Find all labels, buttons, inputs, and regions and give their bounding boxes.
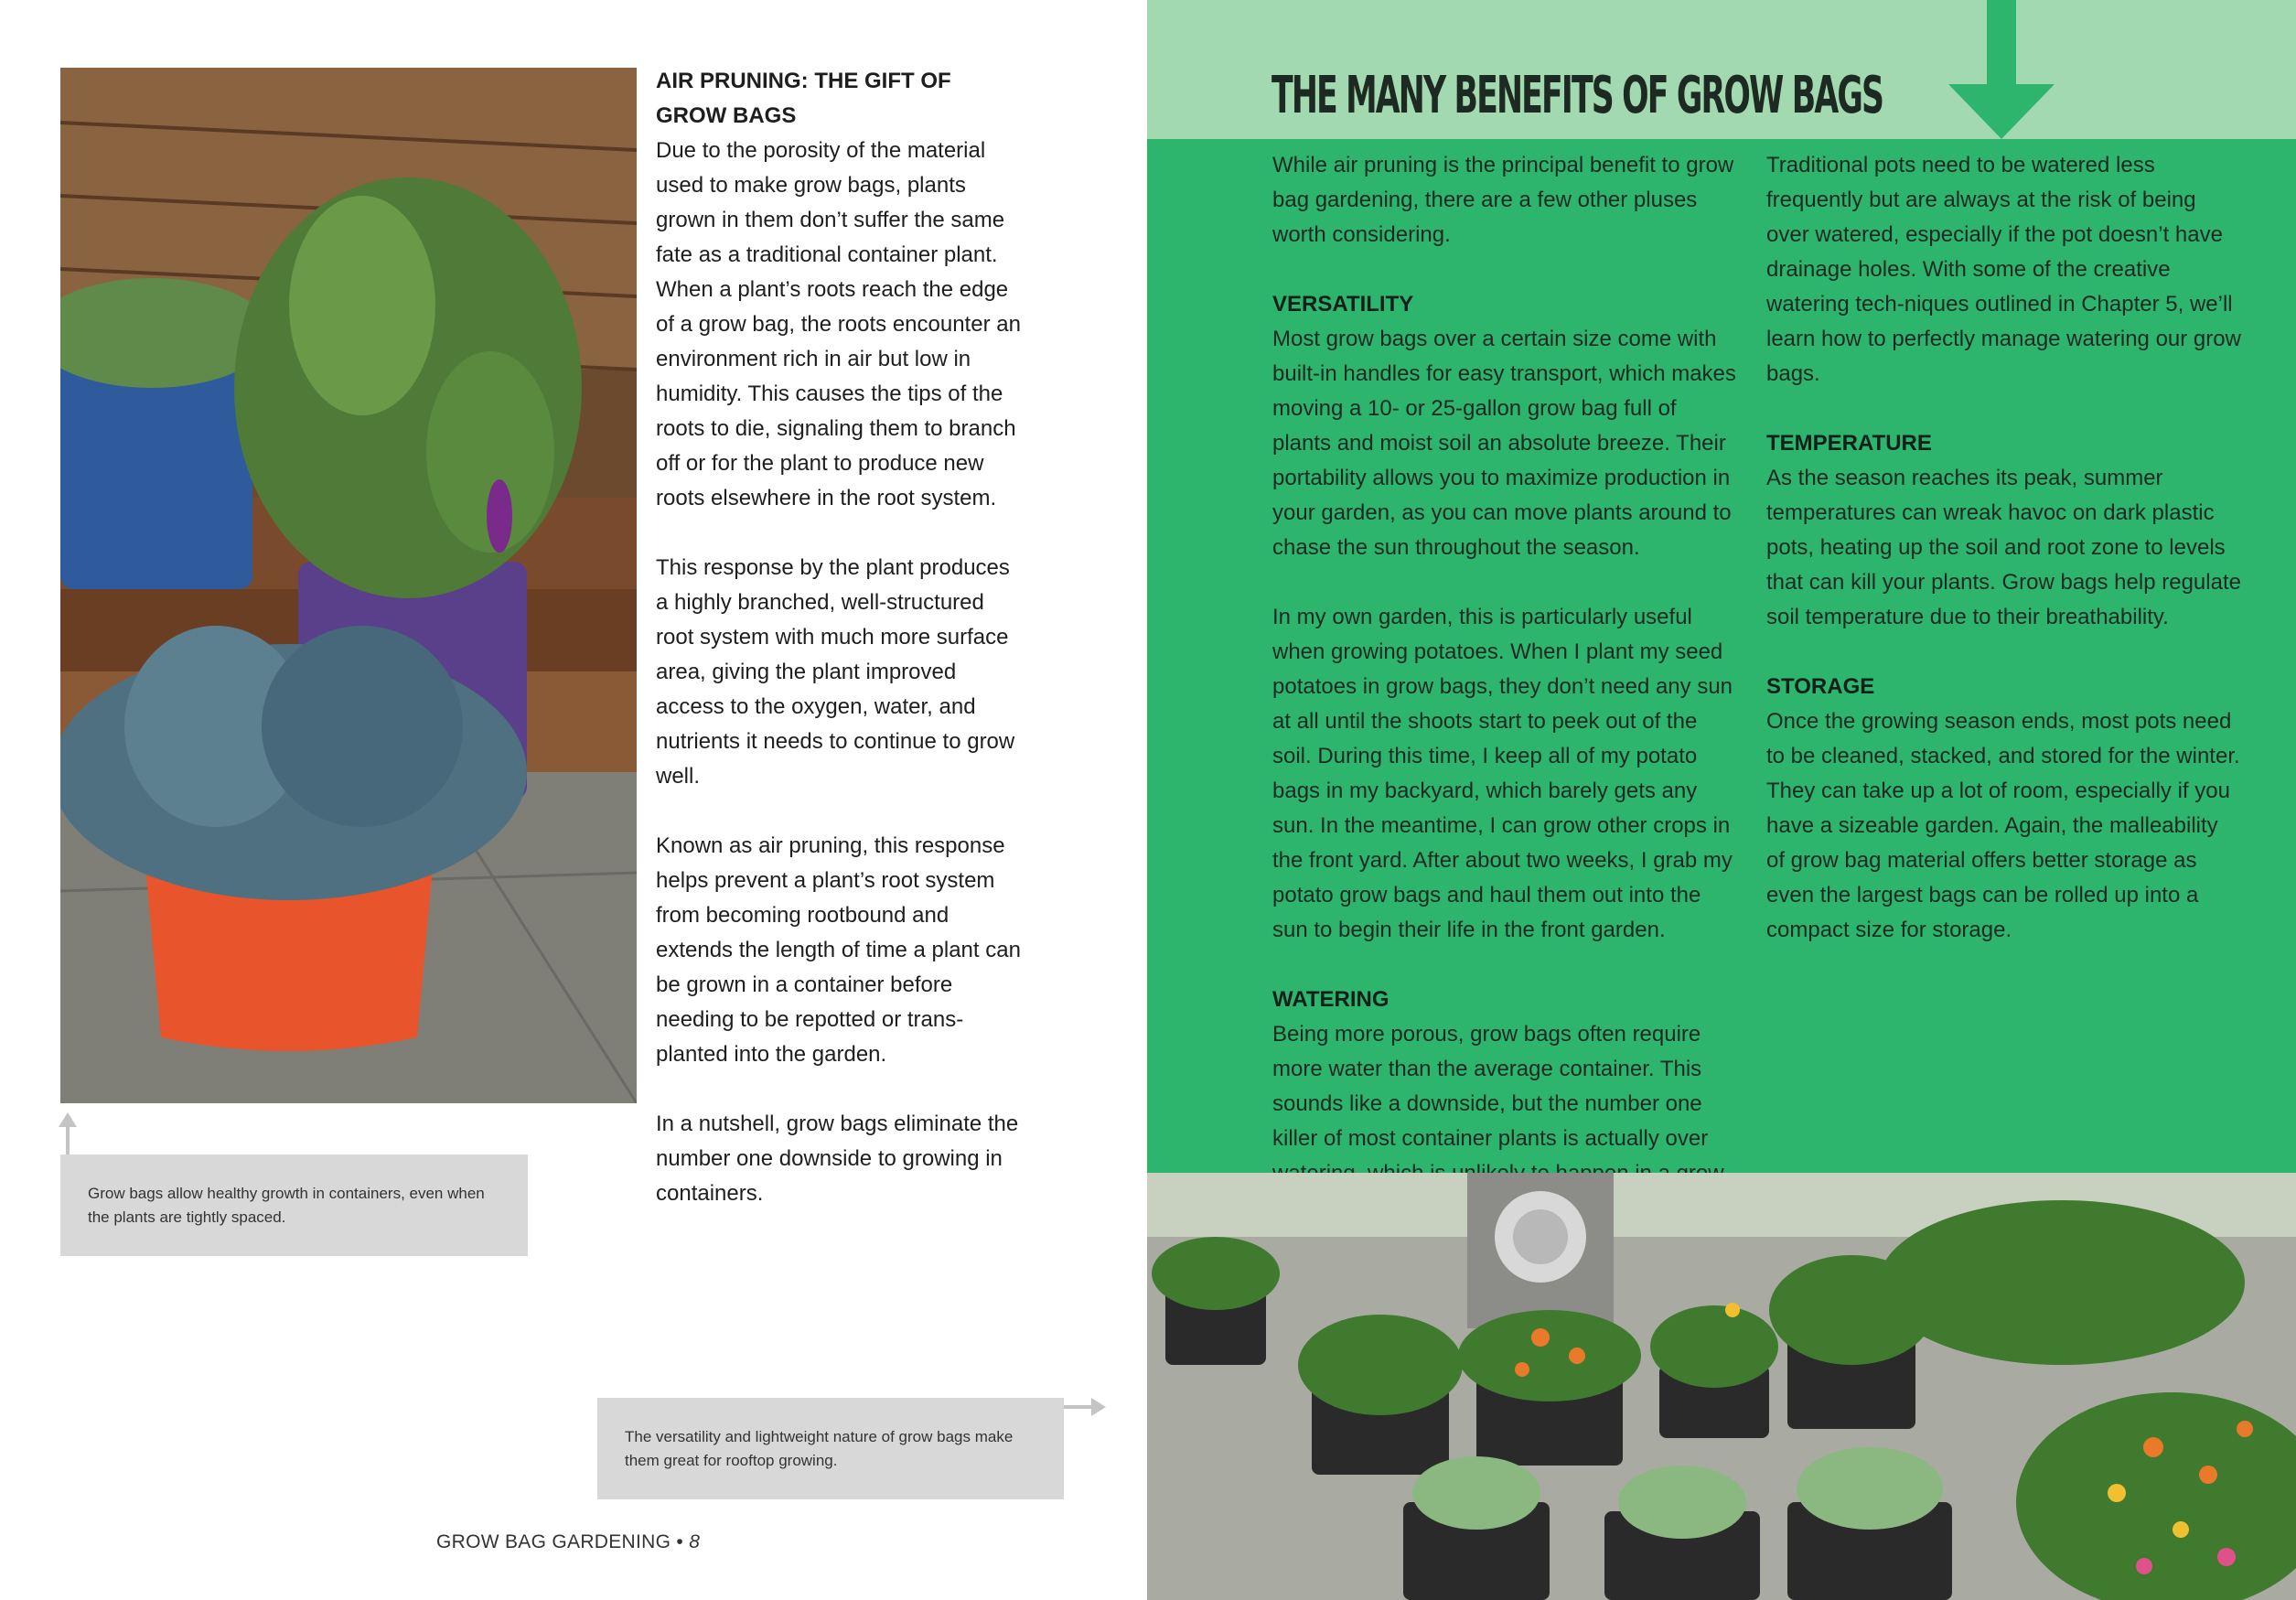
body-paragraph: Once the growing season ends, most pots need to be cleaned, stacked, and stored for the winter. They can take up a lot of room, especially if you have a sizeable garden. Again, the malleability of grow bag material offers better storage as even the largest bags can be rolled up into a compact size for storage. [1766, 709, 2240, 942]
body-paragraph: Most grow bags over a certain size come with built-in handles for easy transport, which makes moving a 10- or 25-gallon grow bag full of plants and moist soil an absolute breeze. Their portability allows you to maximize production in your garden, as you can move plants around to chase the sun throughout the season. [1272, 327, 1736, 560]
photo-caption-bottom: The versatility and lightweight nature of grow bags make them great for rooftop growing. [597, 1398, 1064, 1499]
benefits-column-left [1272, 148, 1739, 1261]
body-paragraph: As the season reaches its peak, summer temperatures can wreak havoc on dark plastic pots, heating up the soil and root zone to levels that can kill your plants. Grow bags help regulate soil temperature due to their breathability. [1766, 466, 2241, 629]
section-heading-air-pruning: AIR PRUNING: THE GIFT OF GROW BAGS [656, 69, 951, 128]
page-folio [436, 1531, 700, 1553]
section-heading-temperature: TEMPERATURE [1766, 431, 1932, 456]
rooftop-garden-photo [1147, 1173, 2296, 1600]
body-paragraph: Known as air pruning, this response helps prevent a plant’s root system from becoming rootbound and extends the length of time a plant can be grown in a container before needing to be repotted or trans-planted into the garden. [656, 833, 1021, 1067]
body-paragraph: In a nutshell, grow bags eliminate the number one downside to growing in containers. [656, 1111, 1019, 1206]
benefits-column-right [1766, 148, 2242, 983]
page-title: THE MANY BENEFITS OF GROW BAGS [1271, 66, 1883, 125]
body-paragraph: Due to the porosity of the material used to make grow bags, plants grown in them don’t suffer the same fate as a traditional container plant. When a plant’s roots reach the edge of a grow bag, the roots encounter an environment rich in air but low in humidity. This causes the tips of the roots to die, signaling them to branch off or for the plant to produce new roots elsewhere in the root system. [656, 138, 1021, 510]
folio-bullet: • [676, 1531, 684, 1552]
arrow-down-icon [1948, 0, 2055, 139]
body-paragraph: Traditional pots need to be watered less frequently but are always at the risk of being over watered, especially if the pot doesn’t have drainage holes. With some of the creative watering tech-niques outlined in Chapter 5, we’ll learn how to perfectly manage watering our grow bags. [1766, 153, 2241, 386]
grow-bags-photo [60, 68, 637, 1103]
body-paragraph: In my own garden, this is particularly useful when growing potatoes. When I plant my seed potatoes in grow bags, they don’t need any sun at all until the shoots start to peek out of the soil. During this time, I keep all of my potato bags in my backyard, which barely gets any sun. In the meantime, I can grow other crops in the front yard. After about two weeks, I grab my potato grow bags and haul them out into the sun to begin their life in the front garden. [1272, 605, 1733, 942]
photo-caption-top: Grow bags allow healthy growth in containers, even when the plants are tightly spaced. [60, 1154, 528, 1256]
arrow-right-icon [1064, 1396, 1106, 1418]
body-paragraph: This response by the plant produces a highly branched, well-structured root system with much more surface area, giving the plant improved access to the oxygen, water, and nutrients it needs to continue to grow well. [656, 555, 1015, 789]
folio-book-title: GROW BAG GARDENING [436, 1531, 671, 1552]
page-number: 8 [689, 1531, 701, 1552]
section-heading-versatility: VERSATILITY [1272, 292, 1414, 317]
section-heading-storage: STORAGE [1766, 674, 1875, 699]
air-pruning-column [656, 64, 1022, 1246]
section-heading-watering: WATERING [1272, 987, 1389, 1012]
intro-paragraph: While air pruning is the principal benefit to grow bag gardening, there are a few other pluses worth considering. [1272, 153, 1734, 247]
body-paragraph: Being more porous, grow bags often require more water than the average container. This sounds like a downside, but the number one killer of most container plants is actually over [1272, 1022, 1709, 1151]
arrow-up-icon [57, 1112, 79, 1154]
